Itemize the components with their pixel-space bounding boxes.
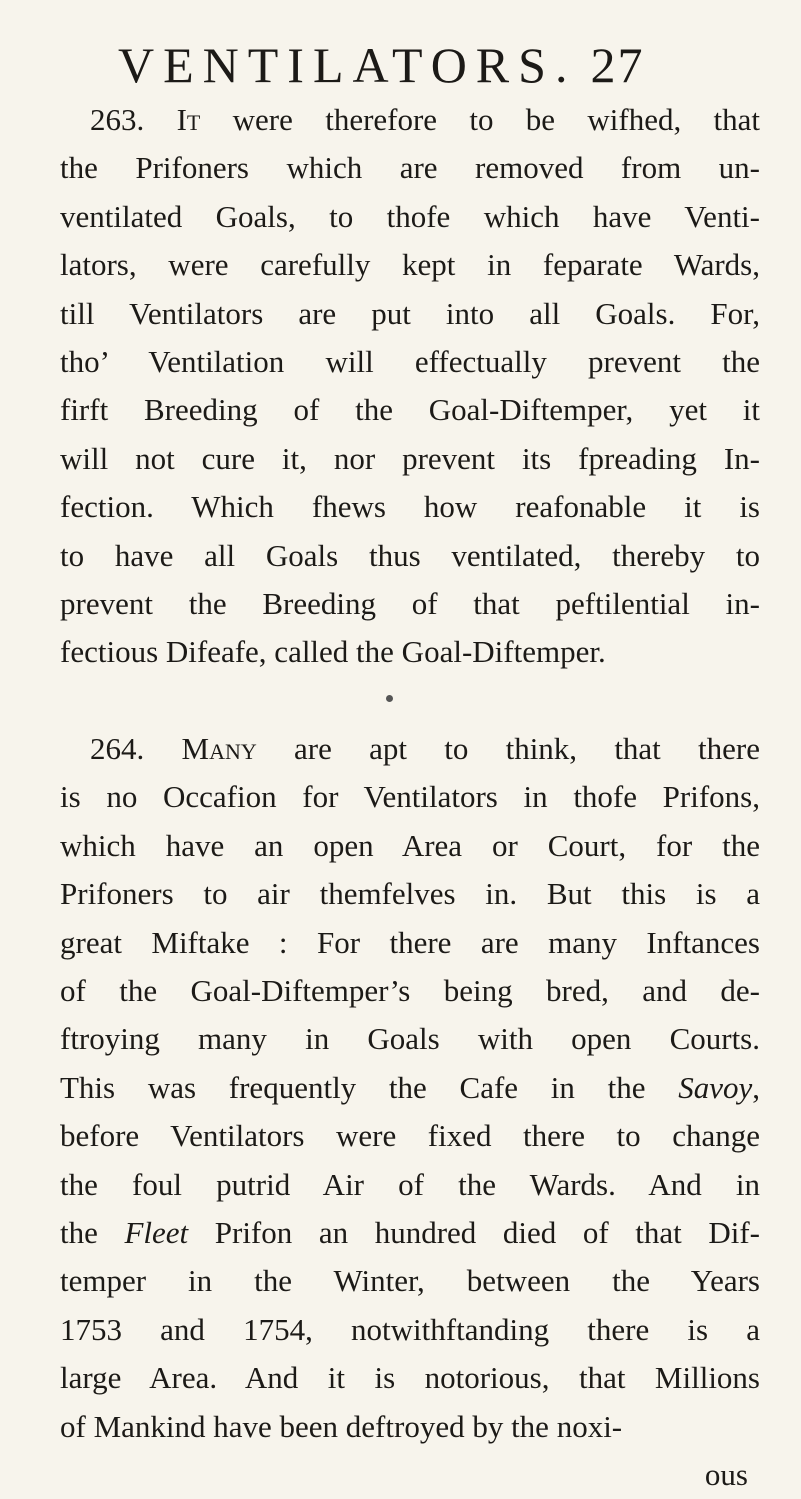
paragraph-263 bbox=[60, 96, 760, 677]
running-header bbox=[118, 37, 678, 93]
text-line: of Mankind have been deftroyed by the noxi- bbox=[60, 1408, 623, 1444]
text-line: ftroying many in Goals with open Courts. bbox=[60, 1021, 760, 1057]
text-line: Prifoners to air themfelves in. But this is a bbox=[60, 876, 760, 912]
text-line: the Prifoners which are removed from un- bbox=[60, 150, 760, 186]
text-line: is no Occafion for Ventilators in thofe Prifons, bbox=[60, 779, 760, 815]
separator-dot bbox=[386, 695, 393, 702]
text-line: before Ventilators were fixed there to change bbox=[60, 1118, 760, 1154]
line-rest: , bbox=[752, 1069, 760, 1105]
small-caps-word: It bbox=[176, 102, 201, 137]
text-line: till Ventilators are put into all Goals. For, bbox=[60, 295, 760, 331]
italic-word: Savoy bbox=[678, 1069, 753, 1105]
line-lead: 264. bbox=[90, 730, 182, 766]
text-line: the foul putrid Air of the Wards. And in bbox=[60, 1166, 760, 1202]
text-line: great Miftake : For there are many Inftances bbox=[60, 924, 760, 960]
text-line bbox=[60, 1064, 760, 1112]
text-line bbox=[60, 1209, 760, 1257]
text-line bbox=[60, 96, 760, 144]
text-line: 1753 and 1754, notwithftanding there is a bbox=[60, 1311, 760, 1347]
text-line bbox=[60, 725, 760, 773]
text-line: firft Breeding of the Goal-Diftemper, yet it bbox=[60, 392, 760, 428]
text-line: temper in the Winter, between the Years bbox=[60, 1263, 760, 1299]
page-number: 27 bbox=[590, 37, 645, 93]
text-line: which have an open Area or Court, for the bbox=[60, 827, 760, 863]
text-line: fection. Which fhews how reafonable it is bbox=[60, 489, 760, 525]
line-lead: This was frequently the Cafe in the bbox=[60, 1069, 679, 1105]
line-rest: were therefore to be wifhed, that bbox=[200, 102, 761, 137]
line-lead: the bbox=[60, 1214, 125, 1250]
paragraph-separator bbox=[60, 677, 760, 725]
running-title: VENTILATORS. bbox=[118, 37, 577, 93]
text-line: of the Goal-Diftemper’s being bred, and de- bbox=[60, 972, 760, 1008]
line-rest: are apt to think, that there bbox=[256, 730, 761, 766]
page-body bbox=[60, 96, 760, 1499]
text-line: prevent the Breeding of that peftilential in- bbox=[60, 586, 760, 622]
text-line: will not cure it, nor prevent its fpreading In- bbox=[60, 440, 760, 476]
text-line: tho’ Ventilation will effectually prevent the bbox=[60, 344, 760, 380]
text-line: lators, were carefully kept in feparate Wards, bbox=[60, 247, 760, 283]
catchword: ous bbox=[704, 1456, 748, 1492]
text-line: ventilated Goals, to thofe which have Venti- bbox=[60, 198, 760, 234]
text-line: large Area. And it is notorious, that Millions bbox=[60, 1360, 760, 1396]
line-rest: Prifon an hundred died of that Dif- bbox=[188, 1214, 760, 1250]
paragraph-264 bbox=[60, 725, 760, 1451]
small-caps-word: Many bbox=[181, 730, 257, 766]
line-lead: 263. bbox=[90, 102, 177, 137]
text-line: fectious Difeafe, called the Goal-Diftemper. bbox=[60, 634, 606, 670]
italic-word: Fleet bbox=[124, 1214, 189, 1250]
text-line: to have all Goals thus ventilated, thereby to bbox=[60, 537, 760, 573]
